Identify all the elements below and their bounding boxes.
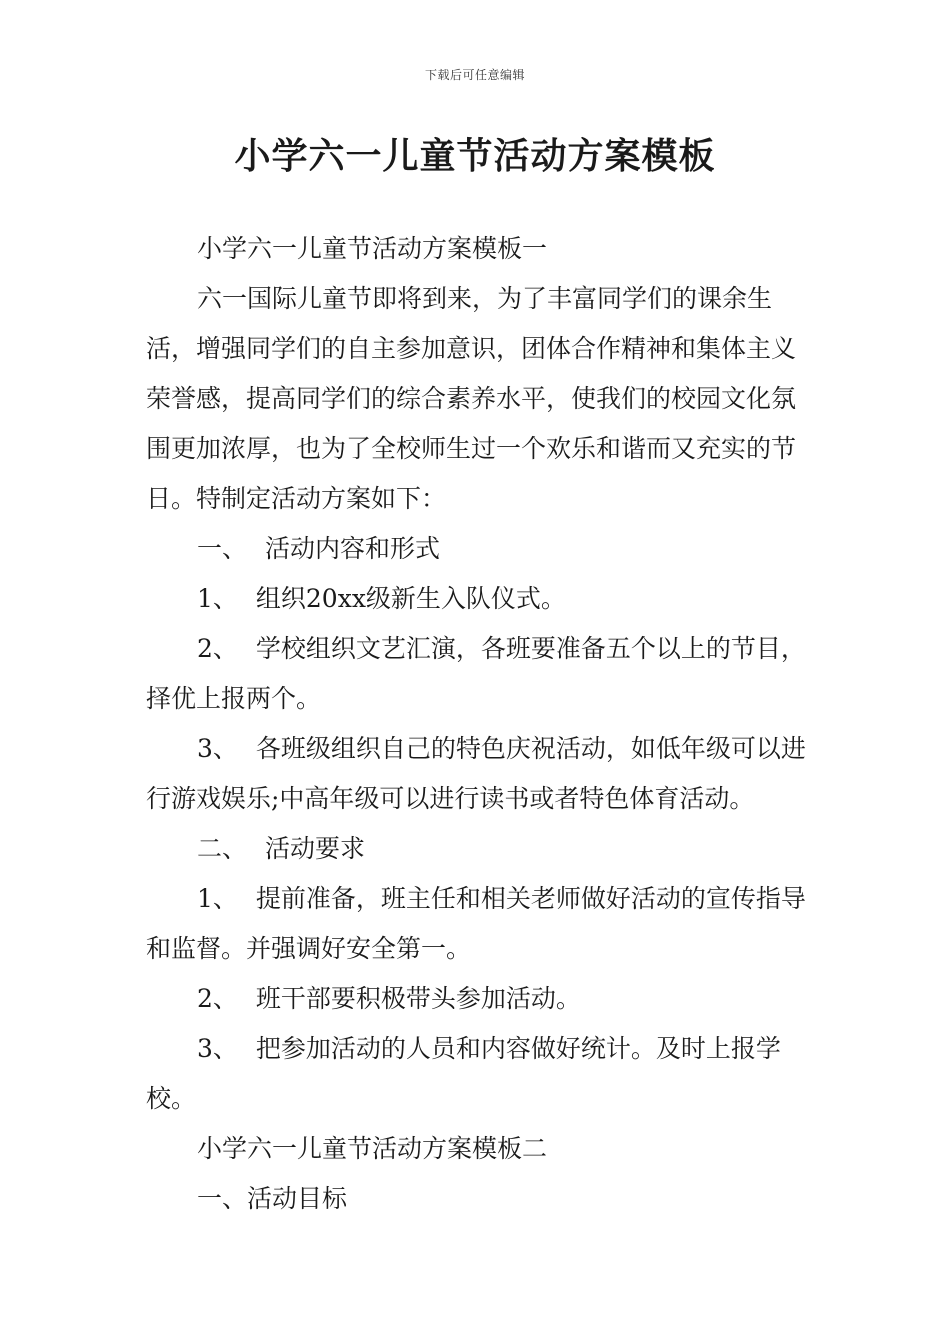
list-heading: 二、 活动要求 [197, 834, 366, 863]
header-note: 下载后可任意编辑 [424, 68, 525, 82]
document-body [146, 224, 818, 1224]
list-item: 3、 把参加活动的人员和内容做好统计。及时上报学校。 [146, 1034, 781, 1113]
list-item: 2、 学校组织文艺汇演，各班要准备五个以上的节目，择优上报两个。 [146, 634, 806, 713]
section-heading: 小学六一儿童节活动方案模板一 [197, 234, 548, 263]
section-heading: 小学六一儿童节活动方案模板二 [197, 1134, 548, 1163]
list-item: 3、 各班级组织自己的特色庆祝活动，如低年级可以进行游戏娱乐;中高年级可以进行读书或者特色体育活动。 [146, 734, 806, 813]
intro-paragraph: 六一国际儿童节即将到来，为了丰富同学们的课余生活，增强同学们的自主参加意识，团体合作精神和集体主义荣誉感，提高同学们的综合素养水平，使我们的校园文化氛围更加浓厚，也为了全校师生过一个欢乐和谐而又充实的节日。特制定活动方案如下： [146, 284, 797, 513]
subsection-heading: 一、活动目标 [197, 1184, 348, 1213]
list-item: 2、 班干部要积极带头参加活动。 [197, 984, 581, 1013]
document-title: 小学六一儿童节活动方案模板 [234, 136, 716, 177]
list-item: 1、 组织20xx级新生入队仪式。 [197, 584, 566, 613]
list-item: 1、 提前准备，班主任和相关老师做好活动的宣传指导和监督。并强调好安全第一。 [146, 884, 806, 963]
list-heading: 一、 活动内容和形式 [197, 534, 441, 563]
